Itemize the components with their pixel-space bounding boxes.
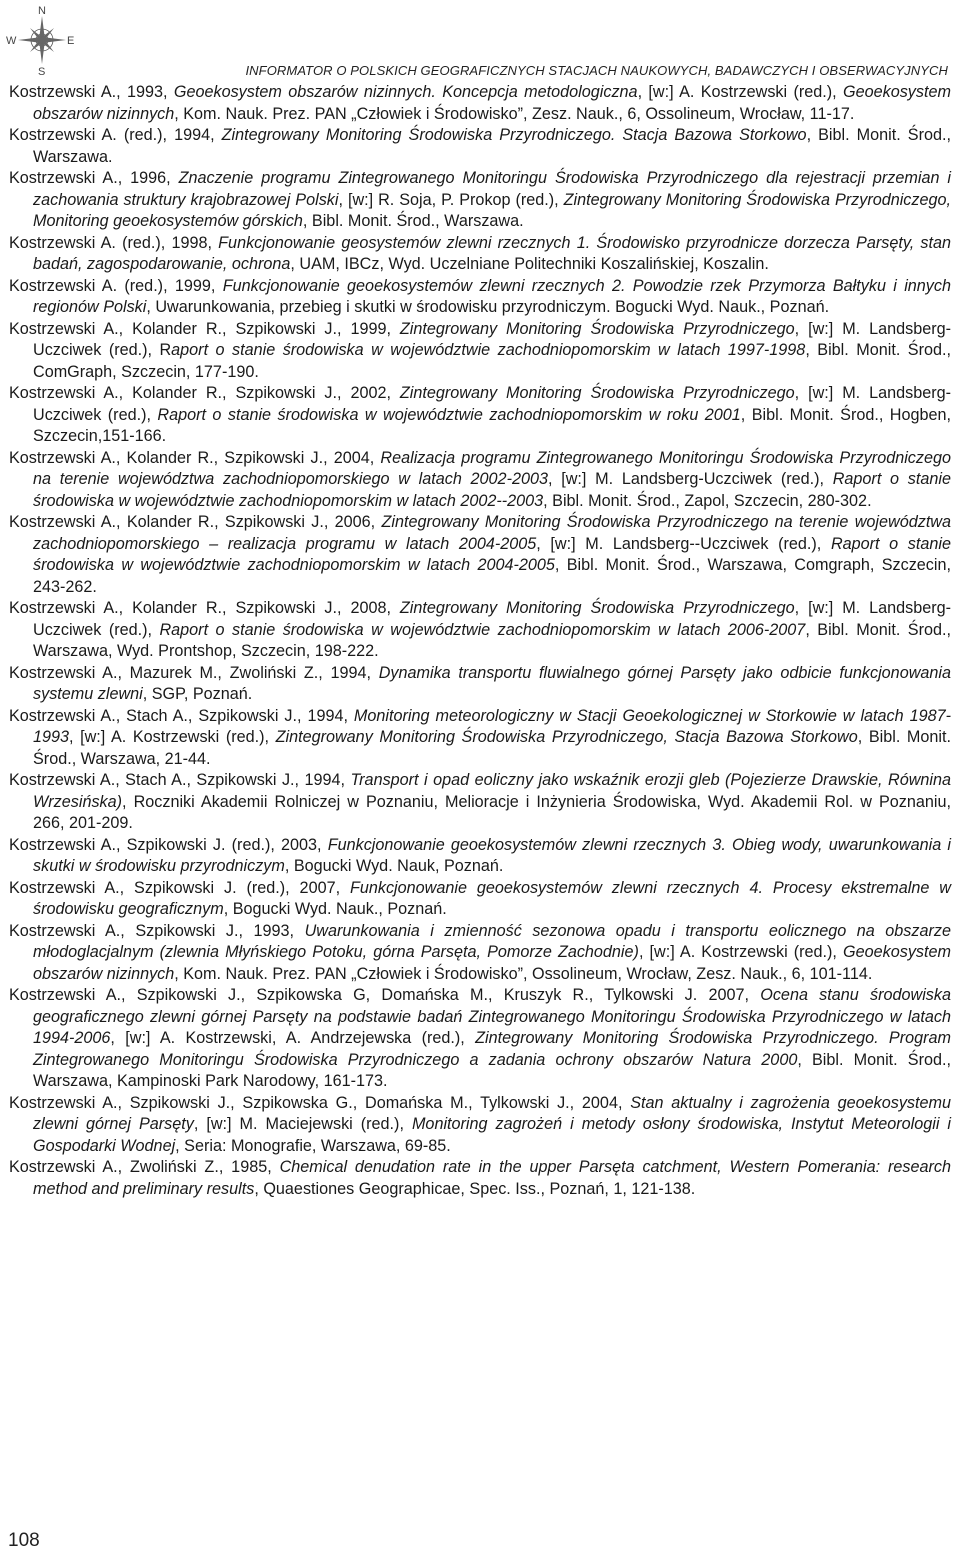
reference-title-segment: Ocena stanu środowiska geograficznego zlewni górnej Parsęty na podstawie badań Zintegrowanego Monitoringu Środowiska Przyrodniczego w latach 1994-2006: [33, 986, 951, 1047]
reference-entry: [9, 448, 951, 513]
compass-w: W: [6, 35, 17, 47]
reference-text-segment: , [w:] A. Kostrzewski, A. Andrzejewska (red.),: [110, 1029, 476, 1047]
reference-text-segment: , Roczniki Akademii Rolniczej w Poznaniu, Melioracje i Inżynieria Środowiska, Wyd. Akademii Rol. w Poznaniu, 266, 201-209.: [33, 792, 951, 832]
reference-entry: [9, 319, 951, 384]
reference-entry: [9, 663, 951, 706]
reference-text-segment: Kostrzewski A., 1996,: [9, 169, 179, 187]
reference-title-segment: Dynamika transportu fluwialnego górnej Parsęty jako odbicie funkcjonowania systemu zlewni: [33, 663, 951, 703]
reference-text-segment: Kostrzewski A., Szpikowski J., 1993,: [9, 921, 305, 940]
reference-text-segment: , Uwarunkowania, przebieg i skutki w środowisku przyrodniczym. Bogucki Wyd. Nauk., Poznań.: [146, 298, 830, 316]
reference-text-segment: , [w:] M. Landsberg-Uczciwek (red.), R: [33, 319, 951, 359]
reference-text-segment: Kostrzewski A., 1993,: [9, 83, 174, 101]
reference-entry: [9, 835, 951, 878]
reference-entry: [9, 233, 951, 276]
reference-text-segment: , Bibl. Monit. Środ., Warszawa.: [33, 126, 951, 166]
compass-n: N: [38, 5, 46, 17]
reference-title-segment: Raport o stanie środowiska w województwie zachodniopomorskim w latach 2006-2007: [159, 620, 806, 639]
reference-entry: [9, 168, 951, 233]
reference-title-segment: Zintegrowany Monitoring Środowiska Przyrodniczego. Stacja Bazowa Storkowo: [221, 126, 807, 144]
compass-logo-icon: [4, 2, 74, 76]
reference-title-segment: Raport o stanie środowiska w województwie zachodniopomorskim w latach 2004-2005: [33, 534, 951, 574]
reference-title-segment: Raport o stanie środowiska w województwie zachodniopomorskim w latach 2002--2003: [33, 470, 951, 510]
reference-title-segment: Zintegrowany Monitoring Środowiska Przyrodniczego: [399, 599, 795, 617]
reference-entry: [9, 383, 951, 448]
reference-entry: [9, 276, 951, 319]
reference-text-segment: , Bogucki Wyd. Nauk, Poznań.: [284, 857, 504, 875]
reference-entry: [9, 598, 951, 663]
reference-text-segment: , [w:] M. Landsberg-Uczciwek (red.),: [547, 470, 833, 488]
reference-text-segment: , [w:] M. Landsberg-Uczciwek (red.),: [33, 384, 951, 424]
reference-entry: [9, 985, 951, 1093]
reference-text-segment: Kostrzewski A., Kolander R., Szpikowski J., 2006,: [9, 513, 382, 531]
reference-title-segment: Funkcjonowanie geoekosystemów zlewni rzecznych 4. Procesy ekstremalne w środowisku geograficznym: [33, 878, 951, 918]
reference-title-segment: Chemical denudation rate in the upper Parsęta catchment, Western Pomerania: research method and preliminary results: [33, 1158, 951, 1198]
reference-text-segment: , Bibl. Monit. Środ., Warszawa, Wyd. Prontshop, Szczecin, 198-222.: [33, 620, 951, 660]
reference-text-segment: , Bibl. Monit. Środ., Warszawa, 21-44.: [33, 728, 951, 768]
reference-text-segment: , Bibl. Monit. Środ., Warszawa.: [302, 212, 524, 230]
reference-text-segment: Kostrzewski A. (red.), 1998,: [9, 233, 219, 252]
reference-title-segment: aport o stanie środowiska w województwie zachodniopomorskim w latach 1997-1998: [171, 341, 806, 359]
reference-text-segment: , [w:] A. Kostrzewski (red.),: [69, 728, 276, 746]
reference-text-segment: , [w:] M. Maciejewski (red.),: [193, 1115, 412, 1133]
reference-text-segment: , Quaestiones Geographicae, Spec. Iss., Poznań, 1, 121-138.: [254, 1179, 696, 1198]
reference-text-segment: , [w:] R. Soja, P. Prokop (red.),: [338, 190, 564, 209]
reference-title-segment: Zintegrowany Monitoring Środowiska Przyrodniczego. Program Zintegrowanego Monitoringu Środowiska Przyrodniczego a zadania ochrony obszarów Natura 2000: [33, 1029, 952, 1069]
reference-title-segment: Stan aktualny i zagrożenia geoekosystemu zlewni górnej Parsęty: [33, 1093, 951, 1133]
reference-text-segment: Kostrzewski A., Szpikowski J. (red.), 2003,: [9, 835, 328, 854]
compass-e: E: [67, 35, 74, 47]
reference-title-segment: Zintegrowany Monitoring Środowiska Przyrodniczego: [399, 384, 795, 402]
reference-title-segment: Geoekosystem obszarów nizinnych: [33, 83, 951, 123]
reference-text-segment: , UAM, IBCz, Wyd. Uczelniane Politechniki Koszalińskiej, Koszalin.: [290, 255, 769, 273]
reference-text-segment: , Bibl. Monit. Środ., ComGraph, Szczecin, 177-190.: [33, 341, 951, 381]
reference-text-segment: , Kom. Nauk. Prez. PAN „Człowiek i Środowisko”, Zesz. Nauk., 6, Ossolineum, Wrocław, 11-17.: [174, 104, 855, 123]
reference-entry: [9, 770, 951, 835]
reference-text-segment: , SGP, Poznań.: [142, 685, 253, 703]
page-number: 108: [8, 1530, 40, 1551]
reference-text-segment: Kostrzewski A., Szpikowski J. (red.), 2007,: [9, 878, 350, 897]
reference-title-segment: Funkcjonowanie geosystemów zlewni rzecznych 1. Środowisko przyrodnicze dorzecza Parsęty, stan badań, zagospodarowanie, ochrona: [33, 233, 951, 273]
reference-text-segment: Kostrzewski A., Zwoliński Z., 1985,: [9, 1158, 280, 1176]
reference-title-segment: Transport i opad eoliczny jako wskaźnik erozji gleb (Pojezierze Drawskie, Równina Wrzesińska): [33, 771, 951, 811]
reference-title-segment: Raport o stanie środowiska w województwie zachodniopomorskim w roku 2001: [157, 405, 741, 424]
reference-entry: [9, 706, 951, 771]
reference-text-segment: , Bibl. Monit. Środ., Warszawa, Comgraph, Szczecin, 243-262.: [33, 556, 951, 596]
reference-text-segment: Kostrzewski A., Szpikowski J., Szpikowska G., Domańska M., Tylkowski J., 2004,: [9, 1093, 631, 1112]
reference-list: [9, 82, 951, 1200]
reference-title-segment: Geoekosystem obszarów nizinnych. Koncepcja metodologiczna: [173, 83, 638, 101]
reference-text-segment: , Seria: Monografie, Warszawa, 69-85.: [175, 1136, 451, 1155]
reference-title-segment: Zintegrowany Monitoring Środowiska Przyrodniczego, Monitoring geoekosystemów górskich: [33, 190, 952, 230]
reference-text-segment: , Bogucki Wyd. Nauk., Poznań.: [223, 900, 447, 918]
reference-entry: [9, 1093, 951, 1158]
reference-text-segment: , [w:] A. Kostrzewski (red.),: [637, 83, 844, 101]
reference-entry: [9, 82, 951, 125]
reference-text-segment: , [w:] M. Landsberg-Uczciwek (red.),: [33, 599, 951, 639]
running-header: INFORMATOR O POLSKICH GEOGRAFICZNYCH STACJACH NAUKOWYCH, BADAWCZYCH I OBSERWACYJNYCH: [245, 63, 948, 78]
reference-text-segment: Kostrzewski A. (red.), 1999,: [9, 276, 223, 295]
reference-entry: [9, 878, 951, 921]
reference-text-segment: Kostrzewski A., Kolander R., Szpikowski J., 2004,: [9, 448, 381, 467]
reference-text-segment: Kostrzewski A. (red.), 1994,: [9, 126, 222, 144]
reference-text-segment: Kostrzewski A., Kolander R., Szpikowski J., 2002,: [9, 384, 400, 402]
reference-title-segment: Uwarunkowania i zmienność sezonowa opadu i transportu eolicznego na obszarze młodoglacjalnym (zlewnia Młyńskiego Potoku, górna Parsęta, Pomorze Zachodnie): [33, 921, 951, 961]
reference-title-segment: Realizacja programu Zintegrowanego Monitoringu Środowiska Przyrodniczego na terenie województwa zachodniopomorskiego w latach 2002-2003: [33, 448, 951, 488]
reference-text-segment: Kostrzewski A., Stach A., Szpikowski J., 1994,: [9, 771, 351, 789]
reference-text-segment: , Bibl. Monit. Środ., Warszawa, Kampinoski Park Narodowy, 161-173.: [33, 1050, 951, 1090]
reference-title-segment: Zintegrowany Monitoring Środowiska Przyrodniczego: [399, 319, 795, 338]
reference-entry: [9, 125, 951, 168]
reference-text-segment: , [w:] M. Landsberg--Uczciwek (red.),: [536, 534, 831, 553]
reference-text-segment: Kostrzewski A., Kolander R., Szpikowski J., 1999,: [9, 319, 400, 338]
reference-title-segment: Znaczenie programu Zintegrowanego Monitoringu Środowiska Przyrodniczego dla rejestracji przemian i zachowania struktury krajobrazowej Polski: [33, 169, 951, 209]
reference-text-segment: Kostrzewski A., Mazurek M., Zwoliński Z., 1994,: [9, 663, 379, 682]
reference-text-segment: Kostrzewski A., Stach A., Szpikowski J., 1994,: [9, 706, 354, 725]
reference-text-segment: , [w:] A. Kostrzewski (red.),: [638, 943, 844, 961]
reference-title-segment: Zintegrowany Monitoring Środowiska Przyrodniczego, Stacja Bazowa Storkowo: [275, 728, 858, 746]
reference-title-segment: Zintegrowany Monitoring Środowiska Przyrodniczego na terenie województwa zachodniopomorskiego – realizacja programu w latach 2004-2005: [33, 513, 952, 553]
reference-text-segment: Kostrzewski A., Kolander R., Szpikowski J., 2008,: [9, 599, 400, 617]
reference-title-segment: Funkcjonowanie geoekosystemów zlewni rzecznych 2. Powodzie rzek Przymorza Bałtyku i innych regionów Polski: [33, 276, 951, 316]
reference-text-segment: , Bibl. Monit. Środ., Zapol, Szczecin, 280-302.: [543, 491, 872, 510]
reference-title-segment: Geoekosystem obszarów nizinnych: [33, 943, 951, 983]
reference-entry: [9, 1157, 951, 1200]
reference-entry: [9, 512, 951, 598]
reference-title-segment: Monitoring meteorologiczny w Stacji Geoekologicznej w Storkowie w latach 1987-1993: [33, 706, 951, 746]
compass-s: S: [38, 66, 46, 76]
reference-text-segment: Kostrzewski A., Szpikowski J., Szpikowska G, Domańska M., Kruszyk R., Tylkowski J. 2007,: [9, 986, 761, 1004]
reference-entry: [9, 921, 951, 986]
reference-title-segment: Monitoring zagrożeń i metody osłony środowiska, Instytut Meteorologii i Gospodarki Wodnej: [33, 1115, 952, 1155]
reference-title-segment: Funkcjonowanie geoekosystemów zlewni rzecznych 3. Obieg wody, uwarunkowania i skutki w środowisku przyrodniczym: [33, 835, 951, 875]
reference-text-segment: , Kom. Nauk. Prez. PAN „Człowiek i Środowisko”, Ossolineum, Wrocław, Zesz. Nauk., 6, 101-114.: [174, 964, 873, 983]
reference-text-segment: , Bibl. Monit. Środ., Hogben, Szczecin,151-166.: [33, 405, 951, 445]
